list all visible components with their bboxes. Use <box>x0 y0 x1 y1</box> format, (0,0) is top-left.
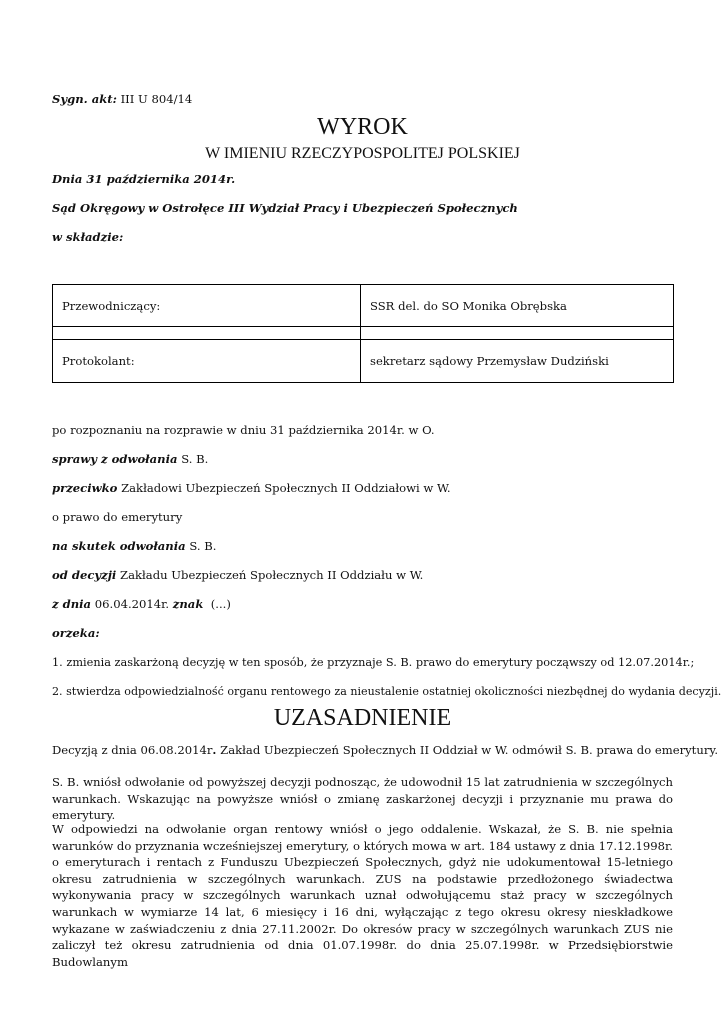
case-signature-value: III U 804/14 <box>120 92 193 106</box>
chair-value: SSR del. do SO Monika Obrębska <box>361 285 674 327</box>
decision-label: od decyzji <box>52 568 117 582</box>
ruling-item-2: 2. stwierdza odpowiedzialność organu rentowego za nieustalenie ostatniej okoliczności niezbędnej do wydania decyzji. <box>52 685 722 698</box>
panel-row-spacer <box>53 327 674 340</box>
decision-line <box>52 568 423 583</box>
decision-date-value: 06.04.2014r. <box>94 597 170 611</box>
ruling-item-1: 1. zmienia zaskarżoną decyzję w ten sposób, że przyznaje S. B. prawo do emerytury począwszy od 12.07.2014r.; <box>52 656 695 669</box>
sign-label: znak <box>172 597 204 611</box>
justification-paragraph-2: S. B. wniósł odwołanie od powyższej decyzji podnosząc, że udowodnił 15 lat zatrudnienia w szczególnych warunkach. Wskazując na powyższe wniósł o zmianę zaskarżonej decyzji i przyznanie mu prawa do emerytury. <box>52 775 673 823</box>
result-label: na skutek odwołania <box>52 539 186 553</box>
justification-p1-start: Decyzją z dnia 06.08.2014r <box>52 743 213 757</box>
result-party: S. B. <box>189 539 217 553</box>
justification-title: UZASADNIENIE <box>273 705 452 731</box>
court-name: Sąd Okręgowy w Ostrołęce III Wydział Pracy i Ubezpieczeń Społecznych <box>52 201 518 215</box>
appeal-party: S. B. <box>181 452 209 466</box>
appeal-line <box>52 452 208 467</box>
panel-table <box>52 284 674 383</box>
decision-issuer: Zakładu Ubezpieczeń Społecznych II Oddziału w W. <box>120 568 424 582</box>
justification-p1-rest: Zakład Ubezpieczeń Społecznych II Oddział w W. odmówił S. B. prawa do emerytury. <box>216 743 719 757</box>
result-line <box>52 539 216 554</box>
case-signature <box>52 92 192 107</box>
justification-paragraph-1 <box>52 743 718 758</box>
against-line <box>52 481 451 496</box>
against-label: przeciwko <box>52 481 118 495</box>
document-title: WYROK <box>317 114 408 140</box>
justification-p1-dot: . <box>212 743 217 757</box>
composition-heading: w składzie: <box>52 230 124 244</box>
document-subtitle: W IMIENIU RZECZYPOSPOLITEJ POLSKIEJ <box>205 145 520 162</box>
clerk-value: sekretarz sądowy Przemysław Dudziński <box>361 340 674 383</box>
chair-label: Przewodniczący: <box>53 285 361 327</box>
case-signature-label: Sygn. akt: <box>52 92 117 106</box>
justification-paragraph-3: W odpowiedzi na odwołanie organ rentowy wniósł o jego oddalenie. Wskazał, że S. B. nie spełnia warunków do przyznania wcześniejszej emerytury, o których mowa w art. 184 ustawy z dnia 17.12.1998r. o emeryturach i rentach z Funduszu Ubezpieczeń Społecznych, gdyż nie udokumentował 15-letniego okresu zatrudnienia w szczególnych warunkach. ZUS na podstawie przedłożonego świadectwa wykonywania pracy w szczególnych warunkach uznał odwołującemu staż pracy w szczególnych warunkach w wymiarze 14 lat, 6 miesięcy i 16 dni, wyłączając z tego okresu okresy nieskładkowe wykazane w zaświadczeniu z dnia 27.11.2002r. Do okresów pracy w szczególnych warunkach ZUS nie zaliczył też okresu zatrudnienia od dnia 01.07.1998r. do dnia 25.07.1998r. w Przedsiębiorstwie Budowlanym <box>52 822 673 969</box>
spacer-cell <box>53 327 361 340</box>
decision-date-label: z dnia <box>52 597 92 611</box>
panel-row-chair <box>53 285 674 327</box>
against-party: Zakładowi Ubezpieczeń Społecznych II Oddziałowi w W. <box>121 481 451 495</box>
decision-date-line <box>52 597 231 612</box>
case-subject: o prawo do emerytury <box>52 510 183 524</box>
ruling-heading: orzeka: <box>52 626 100 640</box>
appeal-label: sprawy z odwołania <box>52 452 178 466</box>
spacer-cell <box>361 327 674 340</box>
sign-value: (...) <box>210 597 231 611</box>
judgment-date: Dnia 31 października 2014r. <box>52 172 236 186</box>
hearing-intro: po rozpoznaniu na rozprawie w dniu 31 października 2014r. w O. <box>52 423 435 437</box>
clerk-label: Protokolant: <box>53 340 361 383</box>
panel-row-clerk <box>53 340 674 383</box>
